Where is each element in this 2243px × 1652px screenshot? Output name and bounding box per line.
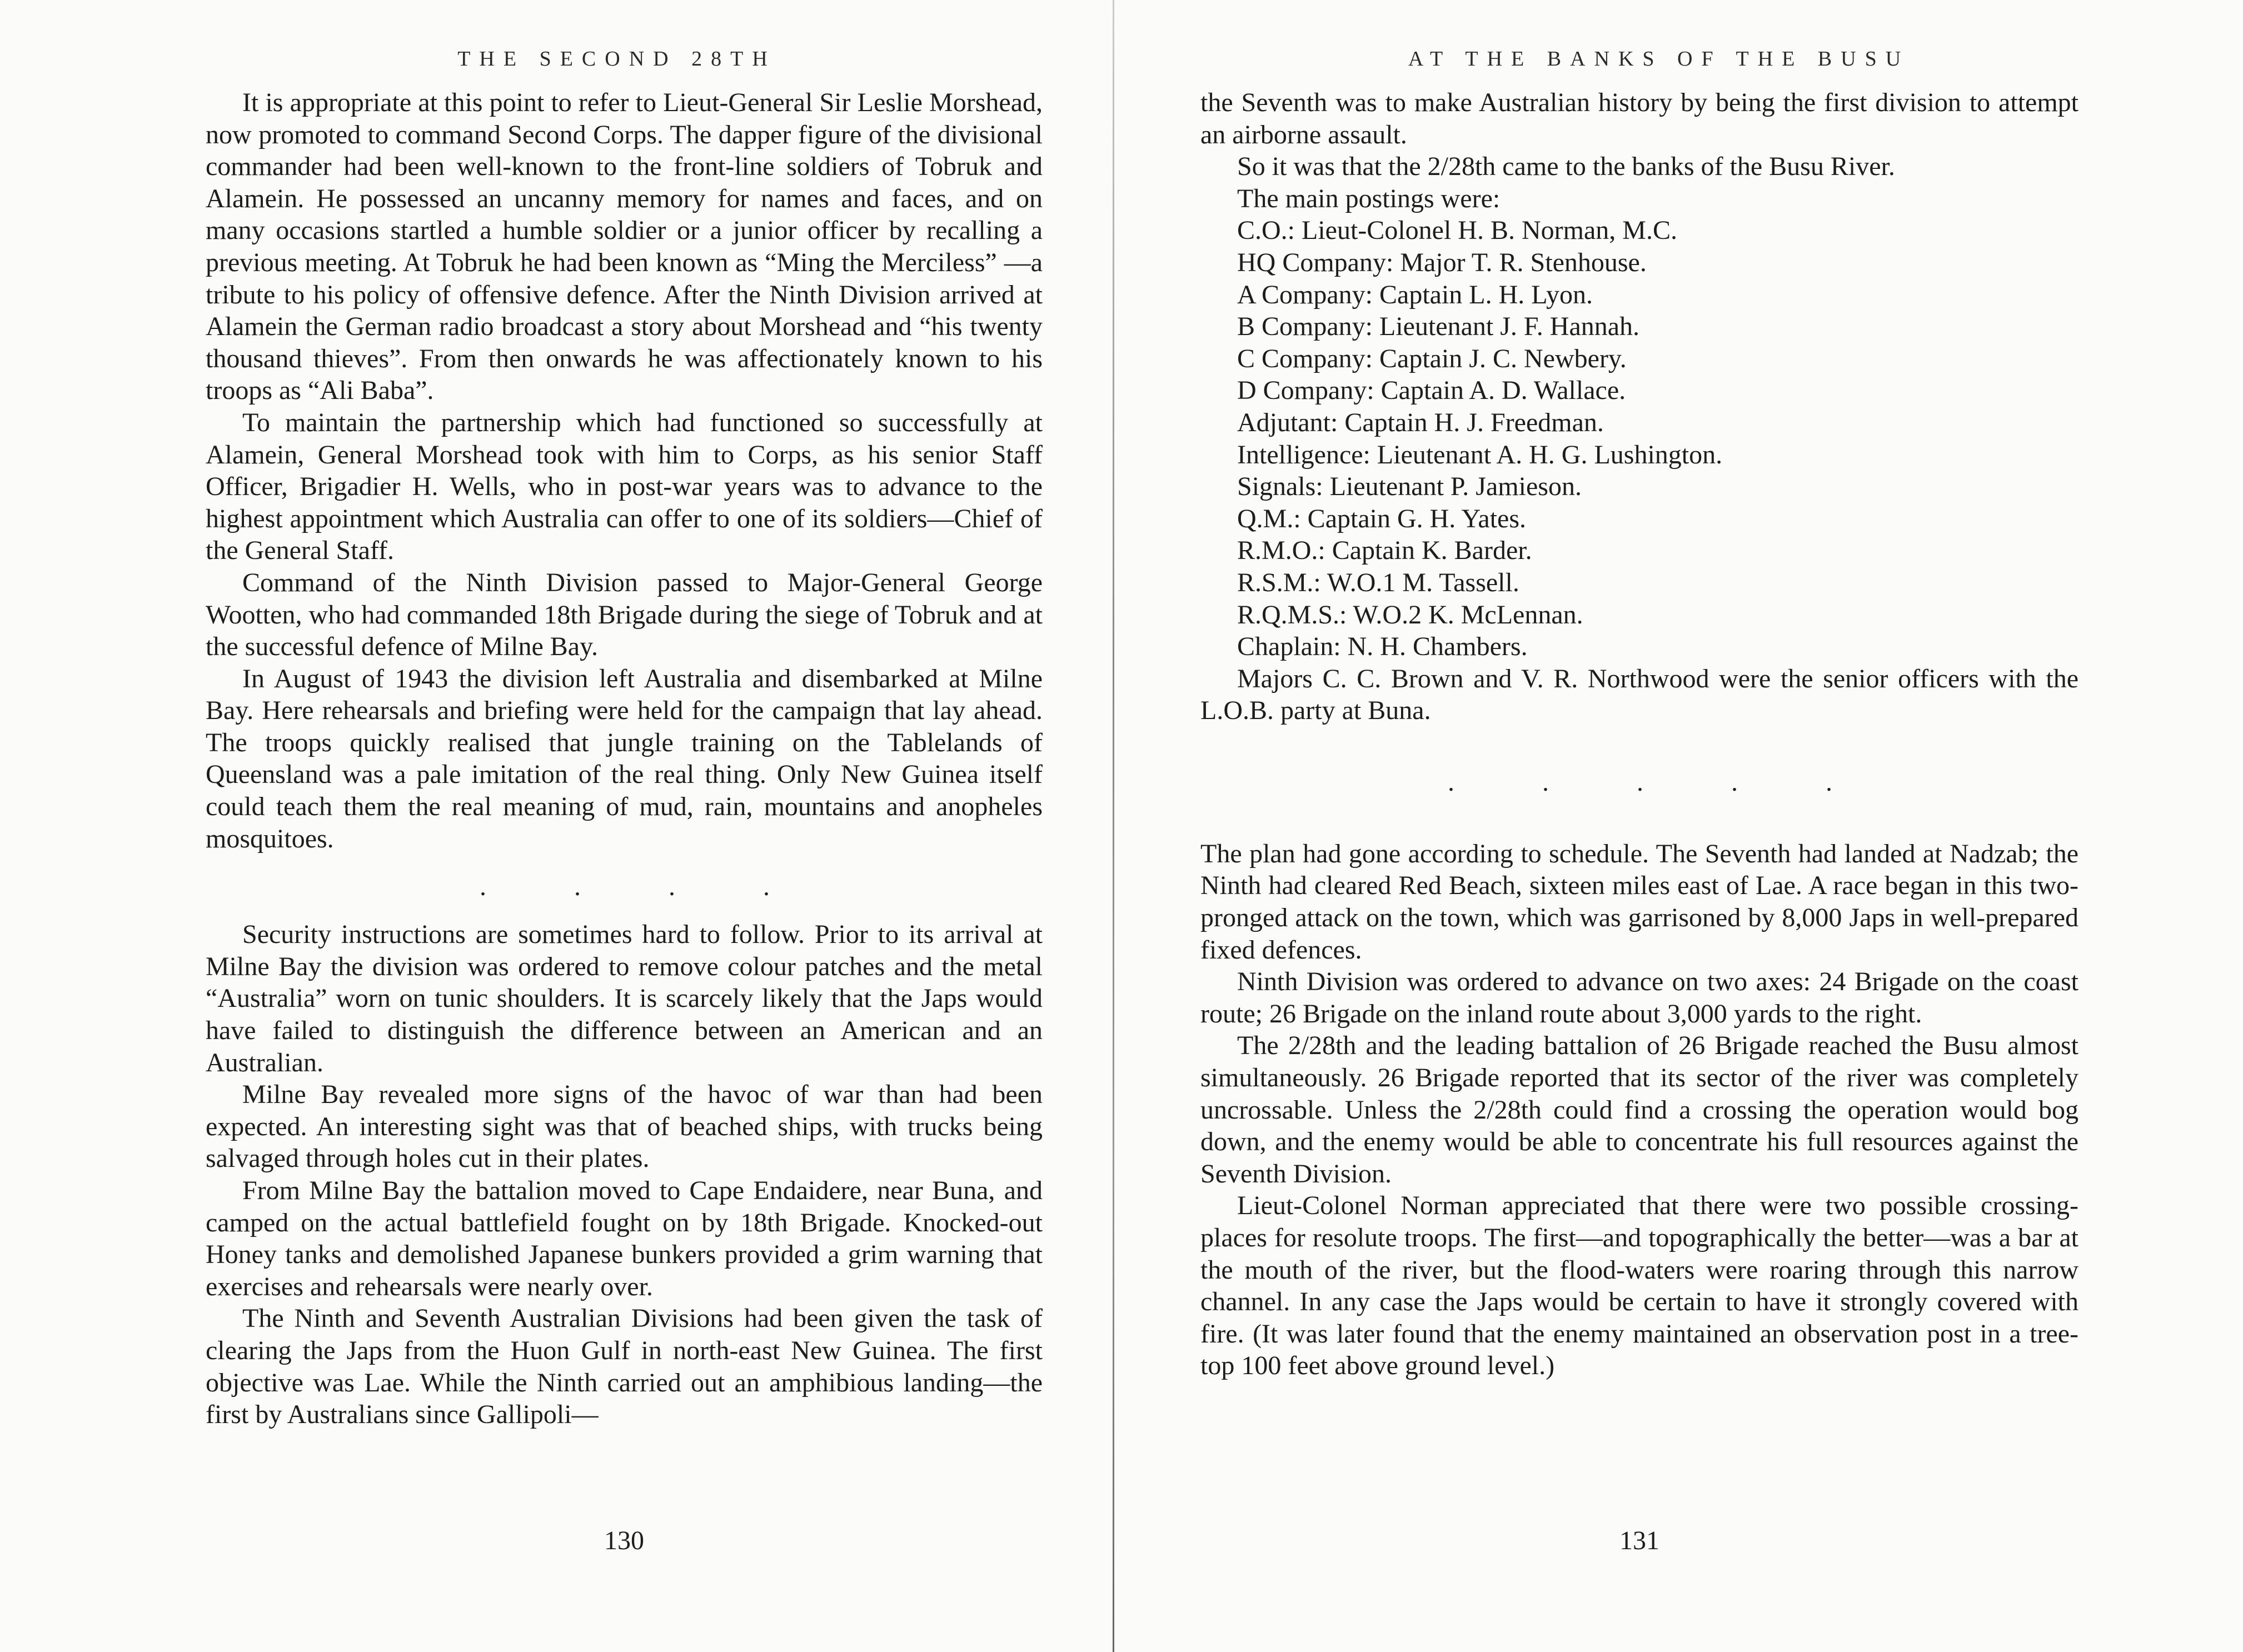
paragraph: Lieut-Colonel Norman appreciated that there were two possible crossing-places for resolute troops. The first—and topographically the better—was a bar at the mouth of the river, but the flood-waters were roaring through this narrow channel. In any case the Japs would be certain to have it strongly covered with fire. (It was later found that the enemy maintained an observation post in a tree-top 100 feet above ground level.) xyxy=(1200,1191,2078,1381)
posting-line: R.S.M.: W.O.1 M. Tassell. xyxy=(1237,567,1519,597)
paragraph: The main postings were: xyxy=(1237,183,1501,213)
left-page xyxy=(0,0,1111,1652)
paragraph: Milne Bay revealed more signs of the havoc of war than had been expected. An interesting sight was that of beached ships, with trucks being salvaged through holes cut in their plates. xyxy=(206,1080,1043,1174)
posting-line: Intelligence: Lieutenant A. H. G. Lushington. xyxy=(1237,440,1723,470)
posting-line: Signals: Lieutenant P. Jamieson. xyxy=(1237,472,1582,502)
page-number-left: 130 xyxy=(604,1526,644,1555)
left-text-block xyxy=(206,87,1043,1431)
right-text-block xyxy=(1200,87,2078,1382)
running-head-right: AT THE BANKS OF THE BUSU xyxy=(1408,47,1910,71)
section-break-dots: . . . . . xyxy=(1448,767,1832,797)
paragraph: Ninth Division was ordered to advance on two axes: 24 Brigade on the coast route; 26 Brigade on the inland route about 3,000 yards to the right. xyxy=(1200,967,2078,1029)
paragraph: Majors C. C. Brown and V. R. Northwood were the senior officers with the L.O.B. party at Buna. xyxy=(1200,663,2078,726)
paragraph: the Seventh was to make Australian history by being the first division to attempt an airborne assault. xyxy=(1200,88,2078,149)
paragraph: The plan had gone according to schedule. The Seventh had landed at Nadzab; the Ninth had cleared Red Beach, sixteen miles east of Lae. A race began in this two-pronged attack on the town, which was garrisoned by 8,000 Japs in well-prepared fixed defences. xyxy=(1200,839,2078,965)
posting-line: Q.M.: Captain G. H. Yates. xyxy=(1237,503,1527,533)
posting-line: A Company: Captain L. H. Lyon. xyxy=(1237,280,1593,310)
posting-line: C Company: Captain J. C. Newbery. xyxy=(1237,343,1627,373)
paragraph: In August of 1943 the division left Australia and disembarked at Milne Bay. Here rehearsals and briefing were held for the campaign that lay ahead. The troops quickly realised that jungle training on the Tablelands of Queensland was a pale imitation of the real thing. Only New Guinea itself could teach them the real meaning of mud, rain, mountains and anopheles mosquitoes. xyxy=(206,663,1043,854)
right-page xyxy=(1117,0,2243,1652)
paragraph: So it was that the 2/28th came to the banks of the Busu River. xyxy=(1237,152,1895,182)
posting-line: HQ Company: Major T. R. Stenhouse. xyxy=(1237,247,1647,277)
page-number-right: 131 xyxy=(1619,1526,1659,1555)
paragraph: To maintain the partnership which had functioned so successfully at Alamein, General Morshead took with him to Corps, as his senior Staff Officer, Brigadier H. Wells, who in post-war years was to advance to the highest appointment which Australia can offer to one of its soldiers—Chief of the General Staff. xyxy=(206,407,1043,566)
paragraph: The Ninth and Seventh Australian Divisions had been given the task of clearing the Japs from the Huon Gulf in north-east New Guinea. The first objective was Lae. While the Ninth carried out an amphibious landing—the first by Australians since Gallipoli— xyxy=(206,1304,1043,1430)
posting-line: R.Q.M.S.: W.O.2 K. McLennan. xyxy=(1237,600,1583,630)
paragraph: From Milne Bay the battalion moved to Cape Endaidere, near Buna, and camped on the actual battlefield fought on by 18th Brigade. Knocked-out Honey tanks and demolished Japanese bunkers provided a grim warning that exercises and rehearsals were nearly over. xyxy=(206,1176,1043,1301)
paragraph: It is appropriate at this point to refer to Lieut-General Sir Leslie Morshead, now promoted to command Second Corps. The dapper figure of the divisional commander had been well-known to the front-line soldiers of Tobruk and Alamein. He possessed an uncanny memory for names and faces, and on many occasions startled a humble soldier or a junior officer by recalling a previous meeting. At Tobruk he had been known as “Ming the Merciless” —a tribute to his policy of offensive defence. After the Ninth Division arrived at Alamein the German radio broadcast a story about Morshead and “his twenty thousand thieves”. From then onwards he was affectionately known to his troops as “Ali Baba”. xyxy=(206,88,1043,406)
running-head-left: THE SECOND 28TH xyxy=(457,47,776,71)
posting-line: D Company: Captain A. D. Wallace. xyxy=(1237,376,1626,406)
paragraph: The 2/28th and the leading battalion of 26 Brigade reached the Busu almost simultaneously. 26 Brigade reported that its sector of the river was completely uncrossable. Unless the 2/28th could find a crossing the operation would bog down, and the enemy would be able to concentrate his full resources against the Seventh Division. xyxy=(1200,1031,2078,1189)
posting-line: Adjutant: Captain H. J. Freedman. xyxy=(1237,407,1604,437)
book-gutter xyxy=(1113,0,1114,1652)
posting-line: C.O.: Lieut-Colonel H. B. Norman, M.C. xyxy=(1237,216,1677,246)
posting-line: Chaplain: N. H. Chambers. xyxy=(1237,632,1528,662)
paragraph: Command of the Ninth Division passed to Major-General George Wootten, who had commanded 18th Brigade during the siege of Tobruk and at the successful defence of Milne Bay. xyxy=(206,567,1043,662)
posting-line: B Company: Lieutenant J. F. Hannah. xyxy=(1237,312,1640,342)
paragraph: Security instructions are sometimes hard to follow. Prior to its arrival at Milne Bay the division was ordered to remove colour patches and the metal “Australia” worn on tunic shoulders. It is scarcely likely that the Japs would have failed to distinguish the difference between an American and an Australian. xyxy=(206,920,1043,1077)
posting-line: R.M.O.: Captain K. Barder. xyxy=(1237,536,1532,566)
section-break-dots: . . . . xyxy=(480,871,770,901)
